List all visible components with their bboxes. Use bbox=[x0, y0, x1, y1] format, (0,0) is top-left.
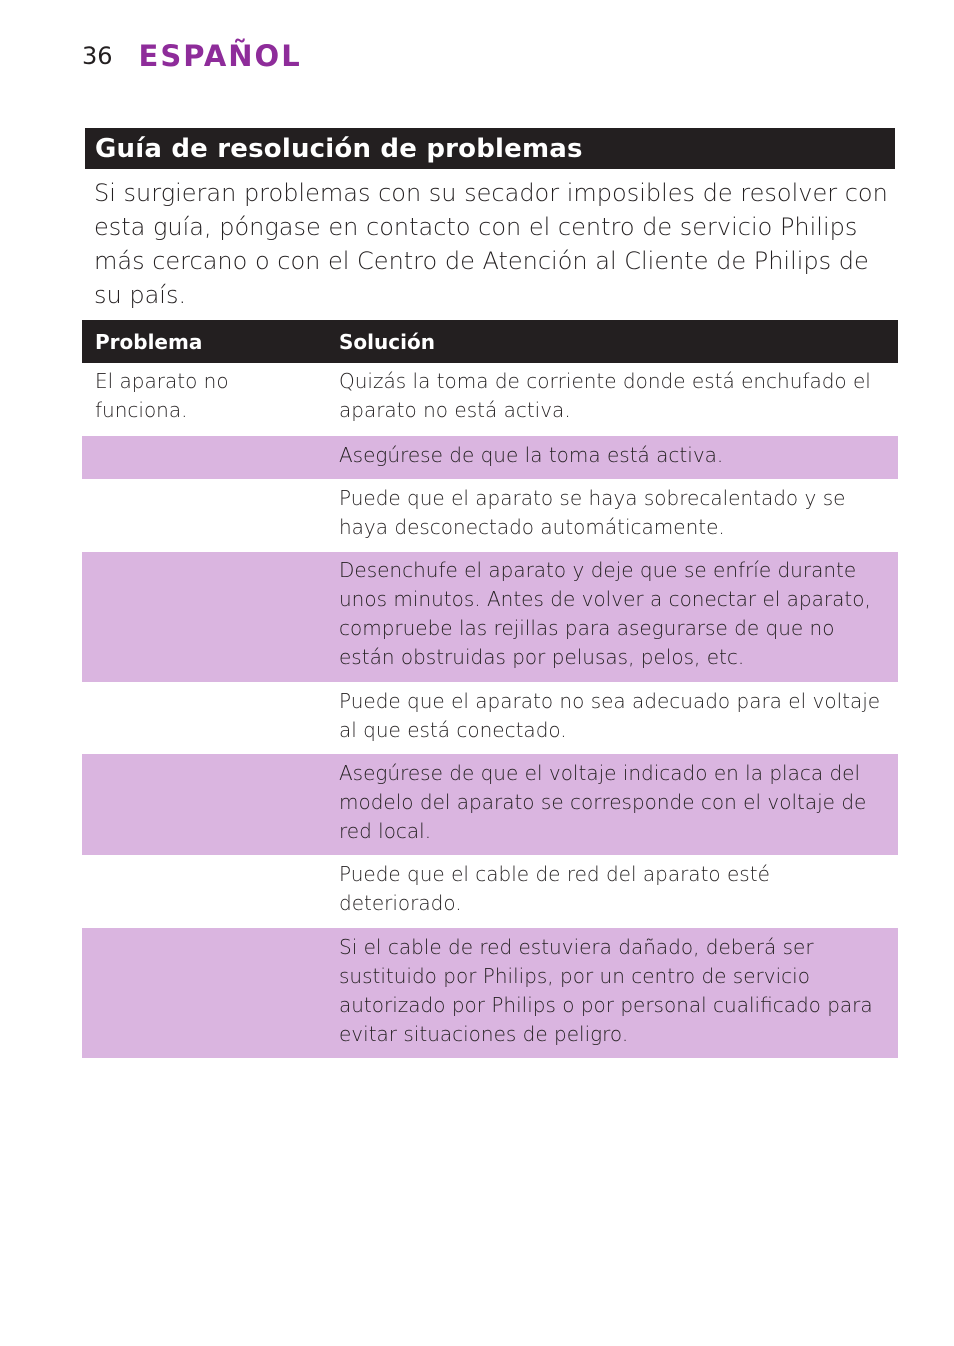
column-header-solution: Solución bbox=[339, 329, 435, 354]
problem-cell bbox=[82, 484, 339, 552]
solution-cell: Puede que el cable de red del aparato esté deteriorado. bbox=[339, 862, 770, 915]
table-row bbox=[82, 754, 898, 855]
page-header bbox=[82, 36, 302, 76]
table-row bbox=[82, 363, 898, 436]
troubleshooting-table bbox=[82, 320, 898, 1058]
column-header-problem: Problema bbox=[95, 329, 203, 354]
problem-cell: El aparato no funciona. bbox=[95, 369, 229, 422]
solution-cell: Asegúrese de que el voltaje indicado en la placa del modelo del aparato se corresponde con el voltaje de red local. bbox=[339, 761, 867, 843]
solution-cell: Quizás la toma de corriente donde está enchufado el aparato no está activa. bbox=[339, 369, 871, 422]
table-row bbox=[82, 855, 898, 928]
problem-cell bbox=[82, 933, 339, 1058]
solution-cell: Si el cable de red estuviera dañado, deberá ser sustituido por Philips, por un centro de servicio autorizado por Philips o por personal cualificado para evitar situaciones de peligro. bbox=[339, 935, 873, 1046]
problem-cell bbox=[82, 860, 339, 928]
problem-cell bbox=[82, 759, 339, 855]
section-title-bar bbox=[85, 128, 895, 169]
solution-cell: Puede que el aparato se haya sobrecalentado y se haya desconectado automáticamente. bbox=[339, 486, 846, 539]
page-number: 36 bbox=[82, 42, 113, 70]
intro-paragraph: Si surgieran problemas con su secador imposibles de resolver con esta guía, póngase en contacto con el centro de servicio Philips más cercano o con el Centro de Atención al Cliente de Philips de su país. bbox=[94, 179, 888, 309]
solution-cell: Desenchufe el aparato y deje que se enfríe durante unos minutos. Antes de volver a conectar el aparato, compruebe las rejillas para asegurarse de que no están obstruidas por pelusas, pelos, etc. bbox=[339, 558, 871, 669]
problem-cell bbox=[82, 441, 339, 479]
language-label: ESPAÑOL bbox=[138, 39, 302, 73]
problem-cell bbox=[82, 556, 339, 682]
table-row bbox=[82, 552, 898, 682]
table-header bbox=[82, 320, 898, 363]
table-row bbox=[82, 479, 898, 552]
table-row bbox=[82, 682, 898, 754]
solution-cell: Asegúrese de que la toma está activa. bbox=[339, 443, 724, 467]
solution-cell: Puede que el aparato no sea adecuado para el voltaje al que está conectado. bbox=[339, 689, 881, 742]
section-title: Guía de resolución de problemas bbox=[95, 133, 583, 164]
table-row bbox=[82, 928, 898, 1058]
table-row bbox=[82, 436, 898, 479]
problem-cell bbox=[82, 687, 339, 754]
